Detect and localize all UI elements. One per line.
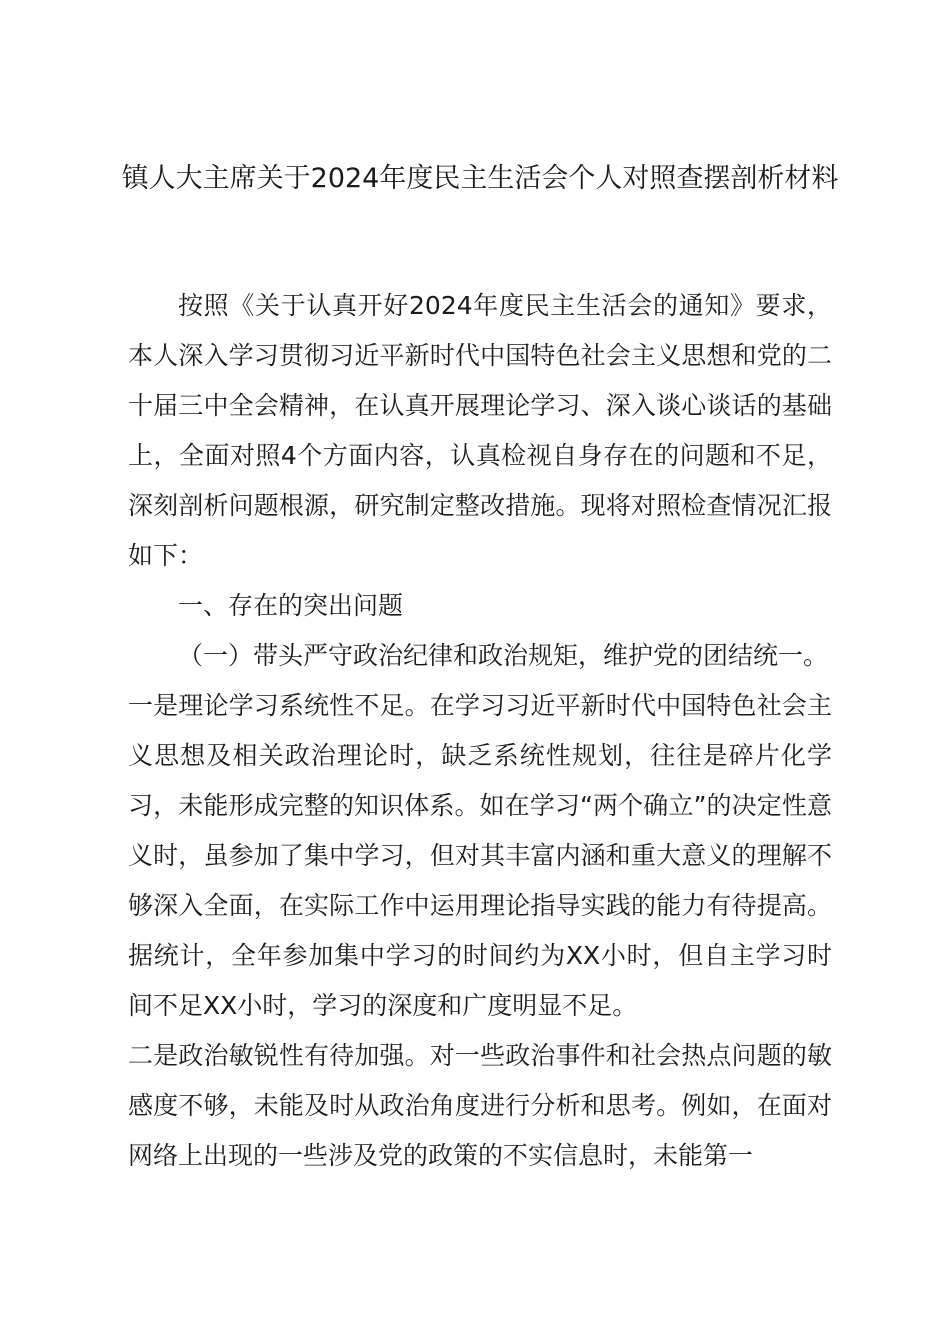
document-title: 镇人大主席关于2024年度民主生活会个人对照查摆剖析材料 (121, 163, 839, 194)
subsection-heading: （一）带头严守政治纪律和政治规矩，维护党的团结统一。 (178, 641, 829, 670)
paragraph-point-one: 一是理论学习系统性不足。在学习习近平新时代中国特色社会主义思想及相关政治理论时，缺乏系统性规划，往往是碎片化学习，未能形成完整的知识体系。如在学习“两个确立”的决定性意义时，虽参加了集中学习，但对其丰富内涵和重大意义的理解不够深入全面，在实际工作中运用理论指导实践的能力有待提高。据统计，全年参加集中学习的时间约为XX小时，但自主学习时间不足XX小时，学习的深度和广度明显不足。 (128, 691, 832, 1020)
document-body (128, 281, 832, 1181)
paragraph-intro: 按照《关于认真开好2024年度民主生活会的通知》要求，本人深入学习贯彻习近平新时代中国特色社会主义思想和党的二十届三中全会精神，在认真开展理论学习、深入谈心谈话的基础上，全面对照4个方面内容，认真检视自身存在的问题和不足，深刻剖析问题根源，研究制定整改措施。现将对照检查情况汇报如下： (128, 291, 832, 570)
paragraph-point-two: 二是政治敏锐性有待加强。对一些政治事件和社会热点问题的敏感度不够，未能及时从政治角度进行分析和思考。例如，在面对网络上出现的一些涉及党的政策的不实信息时，未能第一 (128, 1041, 832, 1170)
section-heading: 一、存在的突出问题 (178, 591, 404, 620)
